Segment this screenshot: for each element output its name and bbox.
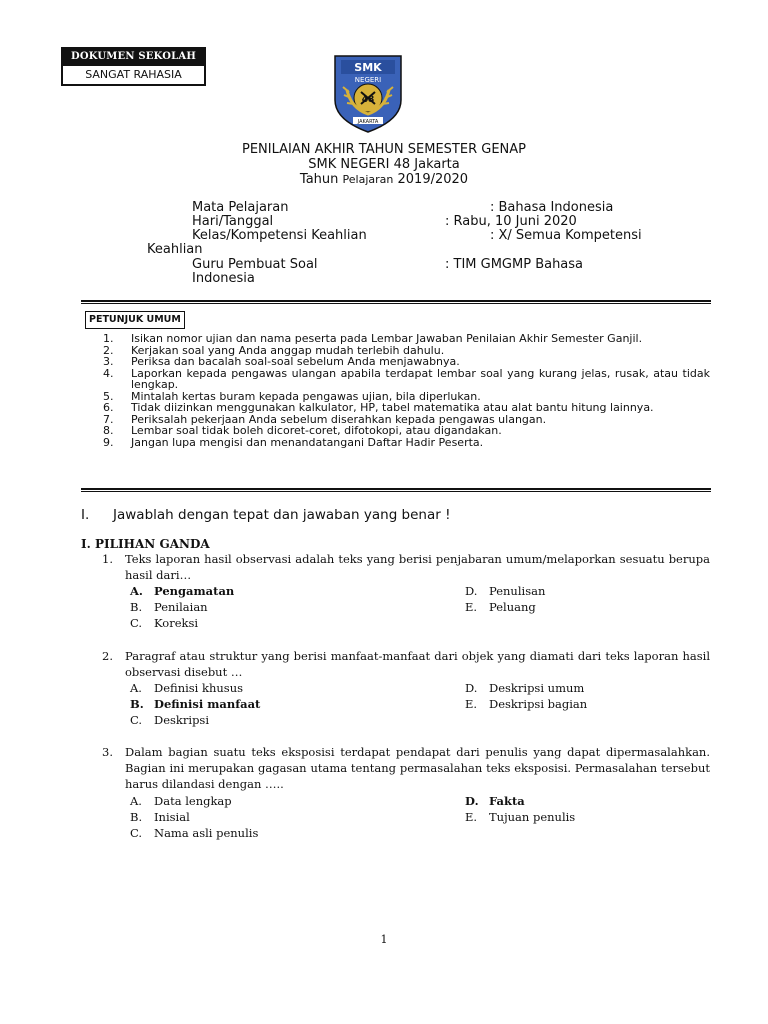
instructions-list <box>103 333 710 448</box>
school-logo <box>333 54 403 134</box>
q1-option-c[interactable]: C. Koreksi <box>130 616 199 630</box>
class-label: Kelas/Kompetensi Keahlian <box>192 228 367 243</box>
logo-top-text: SMK <box>354 61 382 74</box>
list-item: 5. Mintalah kertas buram kepada pengawas ujian, bila diperlukan. <box>103 389 481 403</box>
q1-option-a[interactable]: A. Pengamatan <box>130 584 235 598</box>
question-2: 2. Paragraf atau struktur yang berisi manfaat-manfaat dari objek yang diamati dari teks laporan hasil observasi disebut … <box>102 649 710 679</box>
multiple-choice-heading: I. PILIHAN GANDA <box>81 537 210 551</box>
q2-option-b[interactable]: B. Definisi manfaat <box>130 697 261 711</box>
list-item: 1. Isikan nomor ujian dan nama peserta pada Lembar Jawaban Penilaian Akhir Semester Ganjil. <box>103 332 643 345</box>
divider-mid-thin <box>81 491 711 492</box>
badge-line-1: DOKUMEN SEKOLAH <box>61 47 206 66</box>
teacher-label: Guru Pembuat Soal <box>192 257 318 272</box>
teacher-value: : TIM GMGMP Bahasa <box>445 257 584 272</box>
list-item: 9. Jangan lupa mengisi dan menandatangani Daftar Hadir Peserta. <box>103 435 484 449</box>
divider-top-thick <box>81 300 711 302</box>
title-line-2: SMK NEGERI 48 Jakarta <box>308 157 460 172</box>
q3-option-c[interactable]: C. Nama asli penulis <box>130 826 259 840</box>
question-3: 3. Dalam bagian suatu teks eksposisi terdapat pendapat dari penulis yang dapat dipermasalahkan. Bagian ini merupakan gagasan utama tentang permasalahan teks eksposisi. Permasalahan tersebut harus dilandasi dengan ….. <box>102 745 710 791</box>
logo-middle-text: NEGERI <box>354 76 382 84</box>
title-line-1: PENILAIAN AKHIR TAHUN SEMESTER GENAP <box>241 142 526 157</box>
subject-value: : Bahasa Indonesia <box>490 200 614 215</box>
list-item: 8. Lembar soal tidak boleh dicoret-coret, difotokopi, atau digandakan. <box>103 424 502 437</box>
badge-line-2: SANGAT RAHASIA <box>61 66 206 86</box>
date-label: Hari/Tanggal <box>192 214 274 229</box>
q1-option-b[interactable]: B. Penilaian <box>130 600 208 614</box>
question-1: 1. Teks laporan hasil observasi adalah teks yang berisi penjabaran umum/melaporkan sesuatu berupa hasil dari… <box>102 552 710 582</box>
class-value: : X/ Semua Kompetensi <box>490 228 642 243</box>
logo-bottom-text: JAKARTA <box>357 119 379 125</box>
subject-label: Mata Pelajaran <box>192 200 289 215</box>
q1-option-d[interactable]: D. Penulisan <box>465 584 546 598</box>
q2-option-e[interactable]: E. Deskripsi bagian <box>465 697 588 711</box>
section-heading: I. Jawablah dengan tepat dan jawaban yang benar ! <box>81 507 451 523</box>
class-value-wrap: Keahlian <box>147 242 203 257</box>
q1-option-e[interactable]: E. Peluang <box>465 600 536 614</box>
q2-option-d[interactable]: D. Deskripsi umum <box>465 681 585 695</box>
list-item: 4. Laporkan kepada pengawas ulangan apabila terdapat lembar soal yang kurang jelas, rusak, atau tidak lengkap. <box>103 366 710 391</box>
list-item: 3. Periksa dan bacalah soal-soal sebelum Anda menjawabnya. <box>103 355 460 368</box>
document-badge <box>61 47 206 86</box>
q2-option-c[interactable]: C. Deskripsi <box>130 713 210 727</box>
q3-option-d[interactable]: D. Fakta <box>465 794 525 808</box>
title-line-3: Tahun Pelajaran 2019/2020 <box>299 172 469 187</box>
q2-option-a[interactable]: A. Definisi khusus <box>130 681 244 695</box>
instructions-heading: PETUNJUK UMUM <box>85 311 185 329</box>
teacher-value-wrap: Indonesia <box>192 271 255 286</box>
list-item: 6. Tidak diizinkan menggunakan kalkulator, HP, tabel matematika atau alat bantu hitung lainnya. <box>103 401 654 414</box>
q3-option-a[interactable]: A. Data lengkap <box>130 794 232 808</box>
page-number: 1 <box>380 933 388 946</box>
list-item: 7. Periksalah pekerjaan Anda sebelum diserahkan kepada pengawas ulangan. <box>103 412 547 426</box>
divider-top-thin <box>81 303 711 304</box>
q3-option-b[interactable]: B. Inisial <box>130 810 190 824</box>
logo-number: 48 <box>361 95 375 105</box>
divider-mid-thick <box>81 488 711 490</box>
date-value: : Rabu, 10 Juni 2020 <box>445 214 577 229</box>
list-item: 2. Kerjakan soal yang Anda anggap mudah terlebih dahulu. <box>103 343 445 357</box>
q3-option-e[interactable]: E. Tujuan penulis <box>465 810 576 824</box>
